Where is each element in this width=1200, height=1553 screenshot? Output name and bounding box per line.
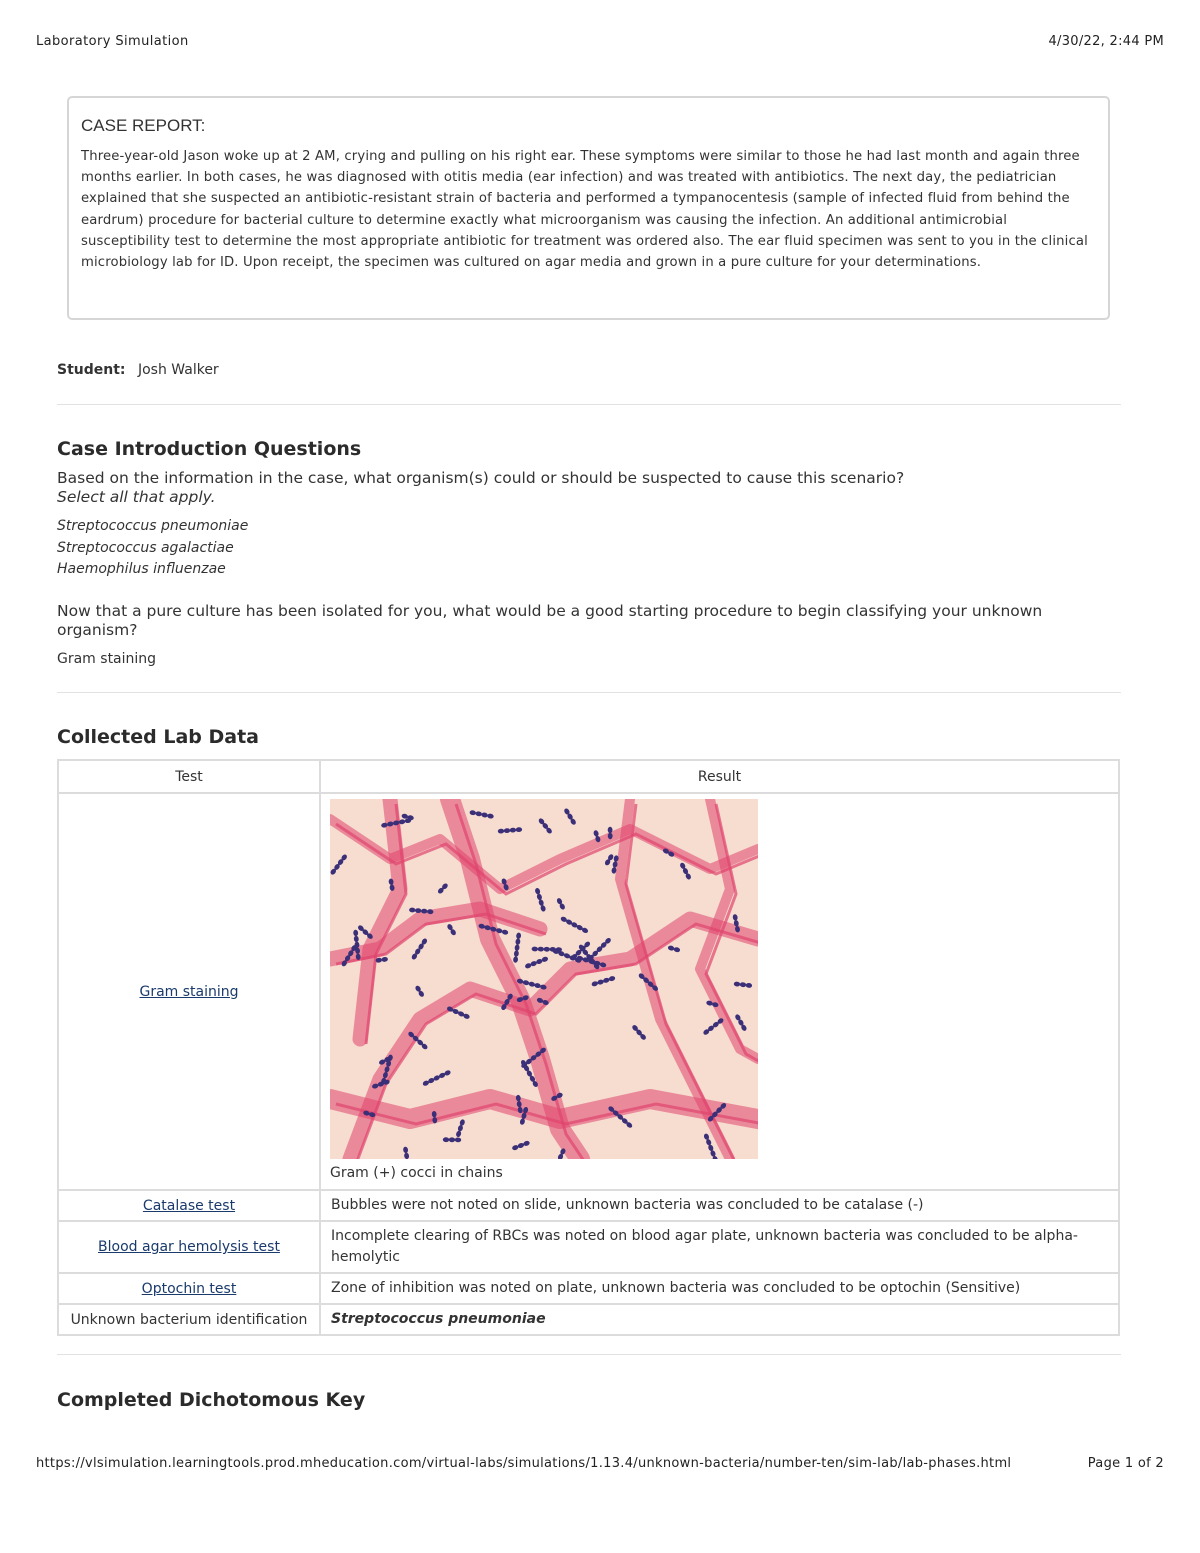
question-2-text: Now that a pure culture has been isolated for you, what would be a good starting procedure to begin classifying your unknown organism? xyxy=(57,602,1043,639)
test-cell xyxy=(58,1190,320,1221)
student-line xyxy=(57,362,219,378)
test-link-catalase[interactable]: Catalase test xyxy=(142,1197,236,1214)
result-cell: Incomplete clearing of RBCs was noted on blood agar plate, unknown bacteria was concluded to be alpha-hemolytic xyxy=(320,1221,1119,1273)
case-report-body: Three-year-old Jason woke up at 2 AM, crying and pulling on his right ear. These symptoms were similar to those he had last month and again three months earlier. In both cases, he was diagnosed with otitis media (ear infection) and was treated with antibiotics. The next day, the pediatrician explained that she suspected an antibiotic-resistant strain of bacteria and performed a tympanocentesis (sample of infected fluid from behind the eardrum) procedure for bacterial culture to determine exactly what microorganism was causing the infection. An additional antimicrobial susceptibility test to determine the most appropriate antibiotic for treatment was ordered also. The ear fluid specimen was sent to you in the clinical microbiology lab for ID. Upon receipt, the specimen was cultured on agar media and grown in a pure culture for your determinations. xyxy=(81,149,1088,271)
answer-item: Streptococcus agalactiae xyxy=(57,539,234,556)
case-report-title: CASE REPORT: xyxy=(81,116,206,135)
question-1-hint: Select all that apply. xyxy=(57,488,216,506)
gram-stain-micrograph xyxy=(330,799,758,1159)
gram-stain-result-caption: Gram (+) cocci in chains xyxy=(330,1165,503,1181)
dichotomous-key-title: Completed Dichotomous Key xyxy=(57,1389,366,1411)
divider xyxy=(57,1354,1121,1355)
case-report-box xyxy=(67,96,1110,320)
lab-data-title: Collected Lab Data xyxy=(57,726,259,748)
test-link-gram-staining[interactable]: Gram staining xyxy=(139,983,239,1000)
coccus xyxy=(608,833,613,839)
table-header-row xyxy=(58,760,1119,793)
result-cell-identification: Streptococcus pneumoniae xyxy=(320,1304,1119,1335)
table-row xyxy=(58,1304,1119,1335)
divider xyxy=(57,404,1121,405)
question-1-answers xyxy=(57,516,248,581)
question-1 xyxy=(57,469,1097,507)
case-intro-title: Case Introduction Questions xyxy=(57,438,362,460)
test-link-blood-agar[interactable]: Blood agar hemolysis test xyxy=(98,1239,280,1255)
print-page-number: Page 1 of 2 xyxy=(1087,1456,1164,1471)
test-cell xyxy=(58,793,320,1190)
question-1-text: Based on the information in the case, what organism(s) could or should be suspected to cause this scenario? xyxy=(57,469,905,487)
table-row xyxy=(58,1221,1119,1273)
test-cell-identification: Unknown bacterium identification xyxy=(58,1304,320,1335)
print-header xyxy=(36,34,1164,52)
print-page-title: Laboratory Simulation xyxy=(36,34,189,49)
divider xyxy=(57,692,1121,693)
coccus xyxy=(608,827,613,833)
answer-item: Streptococcus pneumoniae xyxy=(57,518,249,534)
table-row xyxy=(58,1273,1119,1304)
student-label: Student: xyxy=(57,362,126,378)
print-datetime: 4/30/22, 2:44 PM xyxy=(1048,34,1164,49)
result-cell: Bubbles were not noted on slide, unknown bacteria was concluded to be catalase (-) xyxy=(320,1190,1119,1221)
print-url: https://vlsimulation.learningtools.prod.mheducation.com/virtual-labs/simulations/1.13.4/unknown-bacteria/number-ten/sim-lab/lab-phases.html xyxy=(36,1456,1012,1471)
table-row xyxy=(58,793,1119,1190)
result-cell: Zone of inhibition was noted on plate, unknown bacteria was concluded to be optochin (Sensitive) xyxy=(320,1273,1119,1304)
test-cell xyxy=(58,1221,320,1273)
student-name: Josh Walker xyxy=(137,362,219,378)
test-link-optochin[interactable]: Optochin test xyxy=(141,1280,237,1297)
column-header-test: Test xyxy=(58,760,320,793)
result-cell xyxy=(320,793,1119,1190)
question-2-answer: Gram staining xyxy=(57,651,157,667)
answer-item: Haemophilus influenzae xyxy=(57,561,226,577)
lab-data-table xyxy=(57,759,1120,1336)
column-header-result: Result xyxy=(320,760,1119,793)
print-footer xyxy=(36,1456,1164,1474)
table-row xyxy=(58,1190,1119,1221)
test-cell xyxy=(58,1273,320,1304)
